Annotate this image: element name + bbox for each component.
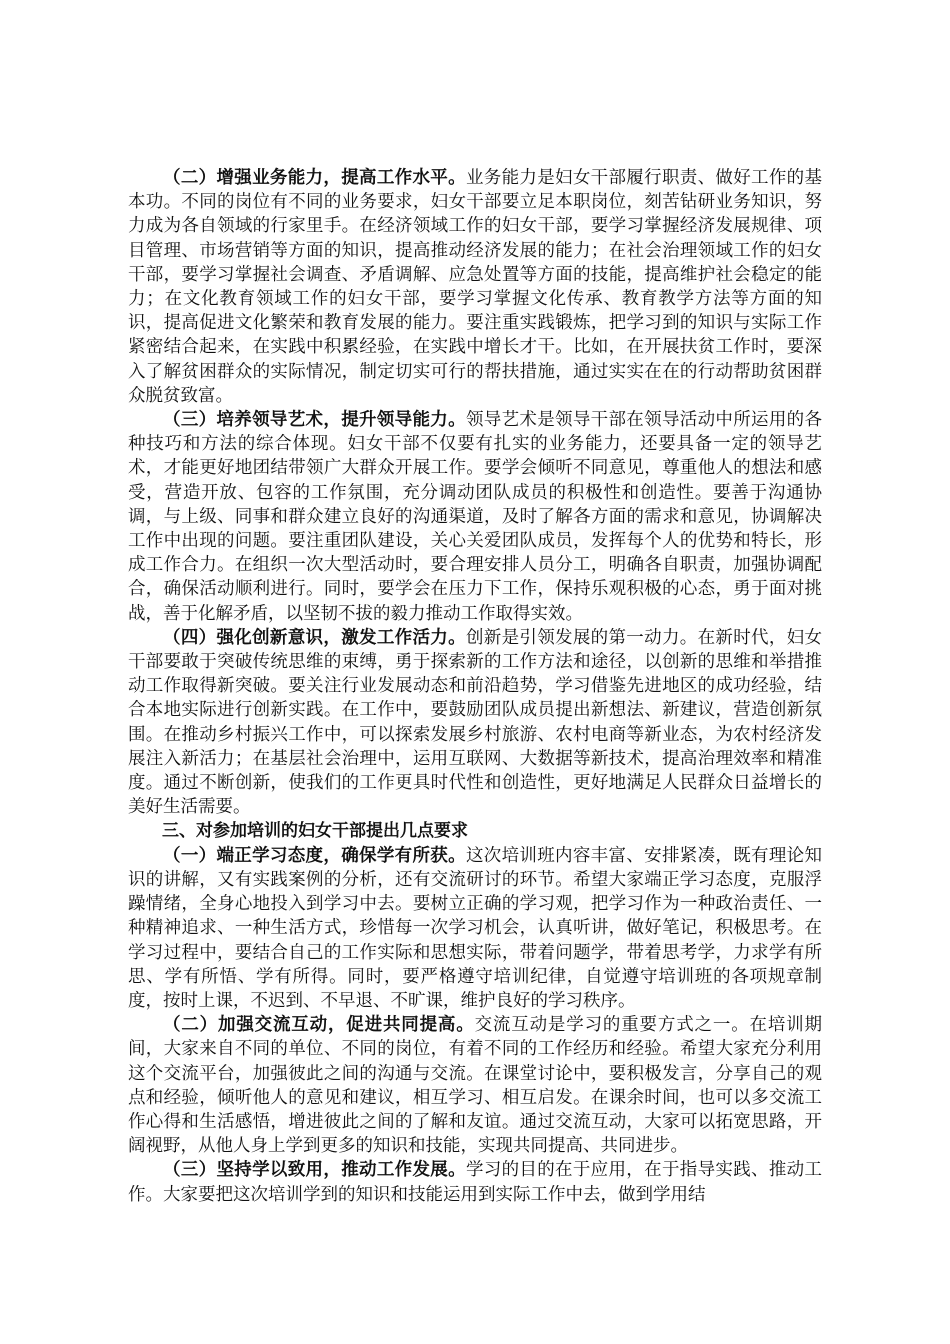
document-page: [128, 166, 822, 1207]
paragraph-communication: [128, 1013, 822, 1158]
paragraph-body: 交流互动是学习的重要方式之一。在培训期间，大家来自不同的单位、不同的岗位，有着不同的工作经历和经验。希望大家充分利用这个交流平台，加强彼此之间的沟通与交流。在课堂讨论中，要积极发言，分享自己的观点和经验，倾听他人的意见和建议，相互学习、相互启发。在课余时间，也可以多交流工作心得和生活感悟，增进彼此之间的了解和友谊。通过交流互动，大家可以拓宽思路，开阔视野，从他人身上学到更多的知识和技能，实现共同提高、共同进步。: [128, 1015, 823, 1157]
paragraph-lead: （二）增强业务能力，提高工作水平。: [163, 168, 466, 188]
paragraph-apply-learning: [128, 1158, 822, 1206]
section-heading: 三、对参加培训的妇女干部提出几点要求: [162, 821, 468, 842]
paragraph-lead: （一）端正学习态度，确保学有所获。: [163, 845, 466, 866]
paragraph-lead: （三）坚持学以致用，推动工作发展。: [163, 1160, 466, 1181]
paragraph-body: 业务能力是妇女干部履行职责、做好工作的基本功。不同的岗位有不同的业务要求，妇女干部要立足本职岗位，刻苦钻研业务知识，努力成为各自领域的行家里手。在经济领域工作的妇女干部，要学习掌握经济发展规律、项目管理、市场营销等方面的知识，提高推动经济发展的能力；在社会治理领域工作的妇女干部，要学习掌握社会调查、矛盾调解、应急处置等方面的技能，提高维护社会稳定的能力；在文化教育领域工作的妇女干部，要学习掌握文化传承、教育教学方法等方面的知识，提高促进文化繁荣和教育发展的能力。要注重实践锻炼，把学习到的知识与实际工作紧密结合起来，在实践中积累经验，在实践中增长才干。比如，在开展扶贫工作时，要深入了解贫困群众的实际情况，制定切实可行的帮扶措施，通过实实在在的行动帮助贫困群众脱贫致富。: [128, 168, 823, 406]
paragraph-body: 这次培训班内容丰富、安排紧凑，既有理论知识的讲解，又有实践案例的分析，还有交流研讨的环节。希望大家端正学习态度，克服浮躁情绪，全身心地投入到学习中去。要树立正确的学习观，把学习作为一种政治责任、一种精神追求、一种生活方式，珍惜每一次学习机会，认真听讲，做好笔记，积极思考。在学习过程中，要结合自己的工作实际和思想实际，带着问题学，带着思考学，力求学有所思、学有所悟、学有所得。同时，要严格遵守培训纪律，自觉遵守培训班的各项规章制度，按时上课，不迟到、不早退、不旷课，维护良好的学习秩序。: [128, 845, 823, 1011]
paragraph-body: 领导艺术是领导干部在领导活动中所运用的各种技巧和方法的综合体现。妇女干部不仅要有扎实的业务能力，还要具备一定的领导艺术，才能更好地团结带领广大群众开展工作。要学会倾听不同意见，尊重他人的想法和感受，营造开放、包容的工作氛围，充分调动团队成员的积极性和创造性。要善于沟通协调，与上级、同事和群众建立良好的沟通渠道，及时了解各方面的需求和意见，协调解决工作中出现的问题。要注重团队建设，关心关爱团队成员，发挥每个人的优势和特长，形成工作合力。在组织一次大型活动时，要合理安排人员分工，明确各自职责，加强协调配合，确保活动顺利进行。同时，要学会在压力下工作，保持乐观积极的心态，勇于面对挑战，善于化解矛盾，以坚韧不拔的毅力推动工作取得实效。: [128, 410, 823, 624]
paragraph-lead: （四）强化创新意识，激发工作活力。: [163, 627, 466, 648]
paragraph-lead: （三）培养领导艺术，提升领导能力。: [163, 410, 466, 431]
paragraph-business-ability: [128, 166, 822, 408]
paragraph-learning-attitude: [128, 844, 822, 1013]
paragraph-leadership-art: [128, 408, 822, 626]
paragraph-lead: （二）加强交流互动，促进共同提高。: [163, 1015, 475, 1036]
paragraph-innovation: [128, 626, 822, 820]
paragraph-body: 创新是引领发展的第一动力。在新时代，妇女干部要敢于突破传统思维的束缚，勇于探索新的工作方法和途径，以创新的思维和举措推动工作取得新突破。要关注行业发展动态和前沿趋势，学习借鉴先进地区的成功经验，结合本地实际进行创新实践。在工作中，要鼓励团队成员提出新想法、新建议，营造创新氛围。在推动乡村振兴工作中，可以探索发展乡村旅游、农村电商等新业态，为农村经济发展注入新活力；在基层社会治理中，运用互联网、大数据等新技术，提高治理效率和精准度。通过不断创新，使我们的工作更具时代性和创造性，更好地满足人民群众日益增长的美好生活需要。: [128, 627, 823, 818]
paragraph-body: 学习的目的在于应用，在于指导实践、推动工作。大家要把这次培训学到的知识和技能运用到实际工作中去，做到学用结: [128, 1160, 823, 1205]
